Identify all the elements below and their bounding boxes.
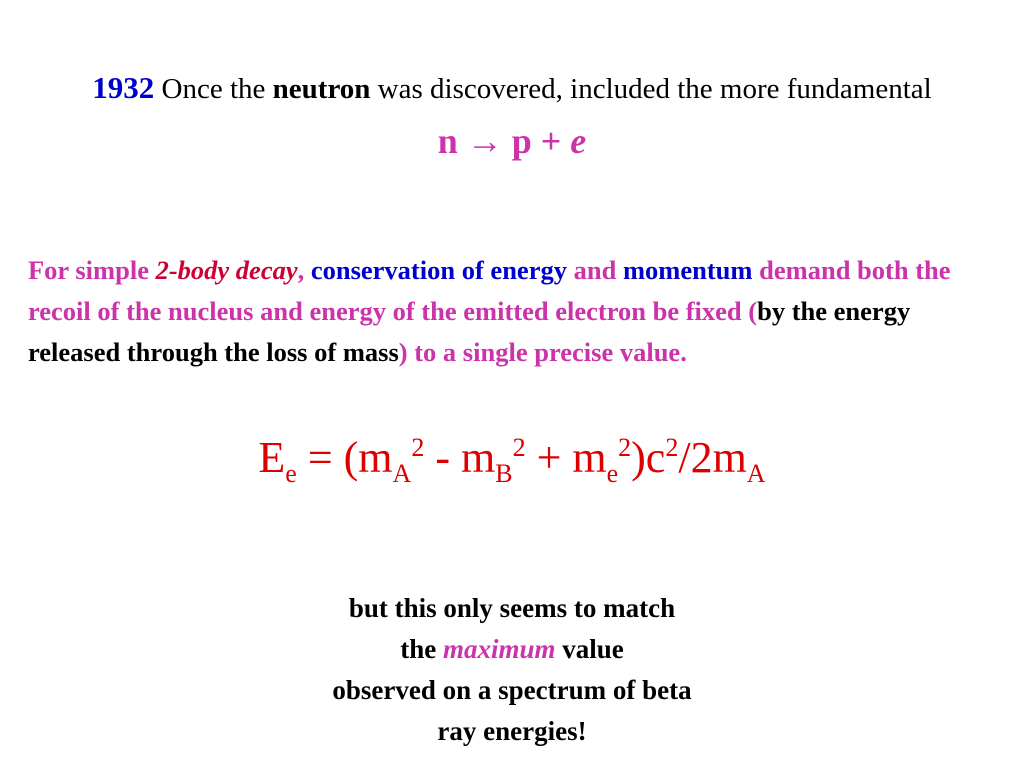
formula-sup-2: 2 <box>618 433 632 462</box>
formula-plus-m: + m <box>525 433 607 482</box>
formula-close-c: )c <box>631 433 666 482</box>
closing-line-2 <box>0 629 1024 670</box>
reaction-rhs: p + <box>502 121 571 161</box>
formula-sup-2: 2 <box>411 433 425 462</box>
para-part-7: demand both the recoil of the nucleus and energy of the emitted electron be fixed ( <box>28 255 951 326</box>
formula-sub-b: B <box>495 459 513 488</box>
formula-sub-a: A <box>392 459 412 488</box>
para-conservation-of-energy: conservation of energy <box>310 255 567 285</box>
formula-sub-a: A <box>746 459 766 488</box>
intro-rest-text: was discovered, included the more fundamental <box>370 73 932 105</box>
formula-eq-open: = (m <box>296 433 393 482</box>
para-energy-released: by the energy released through the loss of mass <box>28 296 911 367</box>
formula-e: E <box>258 433 286 482</box>
formula-sup-2: 2 <box>665 433 679 462</box>
closing-line-2-post: value <box>555 634 624 664</box>
reaction-lhs: n <box>437 121 467 161</box>
closing-line-2-pre: the <box>400 634 443 664</box>
closing-line-4: ray energies! <box>437 716 587 746</box>
para-part-1: For simple <box>28 255 156 285</box>
para-two-body-decay: 2-body decay <box>155 255 298 285</box>
neutron-word: neutron <box>272 73 371 105</box>
year-label: 1932 <box>92 70 155 105</box>
decay-reaction <box>0 120 1024 162</box>
reaction-electron: e <box>570 121 587 161</box>
reaction-arrow-icon: → <box>466 121 503 161</box>
formula-sub-e: e <box>606 459 619 488</box>
closing-line-1: but this only seems to match <box>348 593 676 623</box>
para-part-9: ) to a single precise value. <box>398 337 687 367</box>
electron-energy-formula <box>0 432 1024 489</box>
closing-note <box>0 588 1024 752</box>
formula-sup-2: 2 <box>512 433 526 462</box>
closing-line-3: observed on a spectrum of beta <box>332 675 692 705</box>
intro-line <box>0 70 1024 106</box>
intro-text: Once the <box>154 73 273 105</box>
formula-minus-m: - m <box>424 433 496 482</box>
closing-maximum: maximum <box>442 634 556 664</box>
para-part-3: , <box>297 255 311 285</box>
two-body-decay-paragraph <box>28 250 1003 373</box>
para-momentum: momentum <box>622 255 753 285</box>
para-and: and <box>566 255 623 285</box>
formula-sub-e: e <box>285 459 297 488</box>
formula-div-2m: /2m <box>678 433 747 482</box>
